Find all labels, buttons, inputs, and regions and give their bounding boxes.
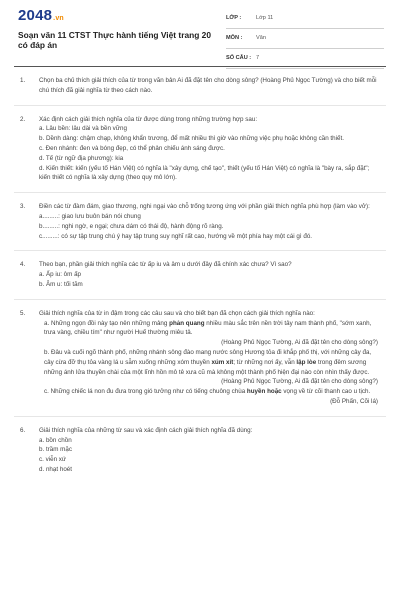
question-6 — [0, 426, 400, 475]
passage-c — [44, 387, 378, 397]
passage-text: nhiều màu sắc trên nền trời tây nam thành phố, "sớm xanh, trưa vàng, chiều tím" như người Huế thường miêu tả. — [44, 319, 372, 337]
meta-label: LỚP : — [226, 15, 242, 21]
question-1 — [0, 76, 400, 96]
passage-text: ; từ những nơi ấy, vẫn — [233, 358, 297, 366]
answer-item: d. nhạt hoét — [39, 465, 73, 473]
answer-item: c.........: có sự tập trung chú ý hay tập trung suy nghĩ rất cao, hướng về một phía hay một cái gì đó. — [39, 232, 313, 240]
meta-label: MÔN : — [226, 35, 243, 41]
answer-item: b. trầm mặc — [39, 446, 72, 454]
question-separator — [14, 192, 386, 193]
question-number: 2. — [20, 115, 26, 123]
question-2 — [0, 115, 400, 184]
passage-text: c. Những chiếc lá non đu đưa trong gió tưởng như có tiếng chuông chùa — [44, 388, 247, 396]
bold-term: xúm xít — [211, 358, 234, 366]
passage-text: vọng về từ cõi thanh cao u tịch. — [281, 388, 371, 396]
passage-source: (Hoàng Phủ Ngọc Tường, Ai đã đặt tên cho dòng sông?) — [221, 339, 378, 347]
question-number: 3. — [20, 203, 26, 211]
passage-text: b. Đâu và cuối ngõ thành phố, những nhánh sông đào mang nước sông Hương tỏa đi khắp phố thị, với những cây đa, cây cừa đỡ thụ tỏa vàng lá u sẫm xuống những xóm thuyền — [44, 348, 372, 366]
answer-item: a. bồn chồn — [39, 436, 72, 444]
question-number: 6. — [20, 426, 26, 434]
document-title: Soạn văn 11 CTST Thực hành tiếng Việt trang 20 có đáp án — [18, 30, 211, 50]
bold-term: lập lòe — [296, 358, 317, 366]
meta-value: Văn — [256, 35, 266, 41]
header — [0, 0, 400, 66]
site-logo[interactable] — [18, 7, 64, 24]
question-separator — [14, 105, 386, 106]
question-number: 1. — [20, 77, 26, 84]
passage-source: (Hoàng Phủ Ngọc Tường, Ai đã đặt tên cho dòng sông?) — [221, 378, 378, 386]
question-4 — [0, 260, 400, 289]
question-text: Theo bạn, phần giải thích nghĩa các từ ấp iu và âm u dưới đây đã chính xác chưa? Vì sao? — [39, 261, 292, 269]
passage-source: (Đỗ Phấn, Cõi lá) — [330, 397, 378, 405]
answer-item: b. Dềnh dàng: chậm chạp, không khẩn trương, để mất nhiều thì giờ vào những việc phụ hoặc không cần thiết. — [39, 135, 344, 143]
question-3 — [0, 202, 400, 241]
answer-item: d. Tế (từ ngữ địa phương): kia — [39, 154, 124, 162]
answer-item: c. viễn xứ — [39, 456, 67, 464]
answer-item: a. Ấp iu: ôm ấp — [39, 271, 82, 279]
answer-item: b.........: nghi ngờ, e ngại; chưa dám có thái độ, hành động rõ ràng. — [39, 222, 224, 230]
answer-item: a.........: giao lưu buôn bán nói chung — [39, 212, 141, 220]
answer-item: c. Đen nhánh: đen và bóng đẹp, có thể phản chiếu ánh sáng được. — [39, 144, 225, 152]
question-number: 5. — [20, 309, 26, 317]
question-text: Điền các từ đàm đám, giao thương, nghi ngại vào chỗ trống tương ứng với phần giải thích nghĩa phù hợp (làm vào vở): — [39, 203, 370, 211]
question-text: Giải thích nghĩa của những từ sau và xác định cách giải thích nghĩa đã dùng: — [39, 426, 253, 434]
question-number: 4. — [20, 261, 26, 269]
meta-label: SỐ CÂU : — [226, 55, 252, 61]
question-separator — [14, 250, 386, 251]
bold-term: phản quang — [169, 319, 205, 327]
question-text: Giải thích nghĩa của từ in đậm trong các câu sau và cho biết bạn đã chọn cách giải thích nghĩa nào: — [39, 309, 315, 317]
header-divider — [14, 66, 386, 67]
question-separator — [14, 299, 386, 300]
question-separator — [14, 416, 386, 417]
passage-b — [44, 348, 378, 377]
question-text: Chọn ba chủ thích giải thích của từ trong văn bản Ai đã đặt tên cho dòng sông? (Hoàng Phủ Ngọc Tường) và cho biết mỗi chú thích đã giải nghĩa từ theo cách nào. — [39, 77, 377, 94]
question-list — [0, 76, 400, 475]
passage-text: trong đêm sương những ánh lửa thuyền chài của một lĩnh hồn mô tê xưa cũ mà không một thành phố hiện đại nào còn nhìn thấy được. — [44, 358, 370, 376]
passage-a — [44, 319, 378, 339]
answer-item: a. Lâu bền: lâu dài và bền vững — [39, 125, 127, 133]
answer-item: d. Kiến thiết: kiến (yếu tố Hán Việt) có nghĩa là "xây dựng, chế tạo", thiết (yếu tố Hán Việt) có nghĩa là "bày ra, sắp đặt"; kiến thiết có nghĩa là xây dựng (theo quy mô lớn). — [39, 164, 370, 182]
logo-text: 2048 — [18, 7, 53, 24]
passage-text: a. Những ngọn đồi này tạo nên những mảng — [44, 319, 170, 327]
meta-row-class — [226, 14, 384, 29]
meta-value: Lớp 11 — [256, 15, 274, 21]
bold-term: huyền hoặc — [246, 388, 282, 396]
meta-panel — [226, 14, 384, 74]
question-5 — [0, 309, 400, 407]
answer-item: b. Âm u: tối tăm — [39, 280, 83, 288]
logo-suffix: .vn — [53, 15, 64, 22]
meta-row-subject — [226, 34, 384, 49]
meta-value: 7 — [256, 55, 260, 61]
question-text: Xác định cách giải thích nghĩa của từ được dùng trong những trường hợp sau: — [39, 115, 258, 123]
